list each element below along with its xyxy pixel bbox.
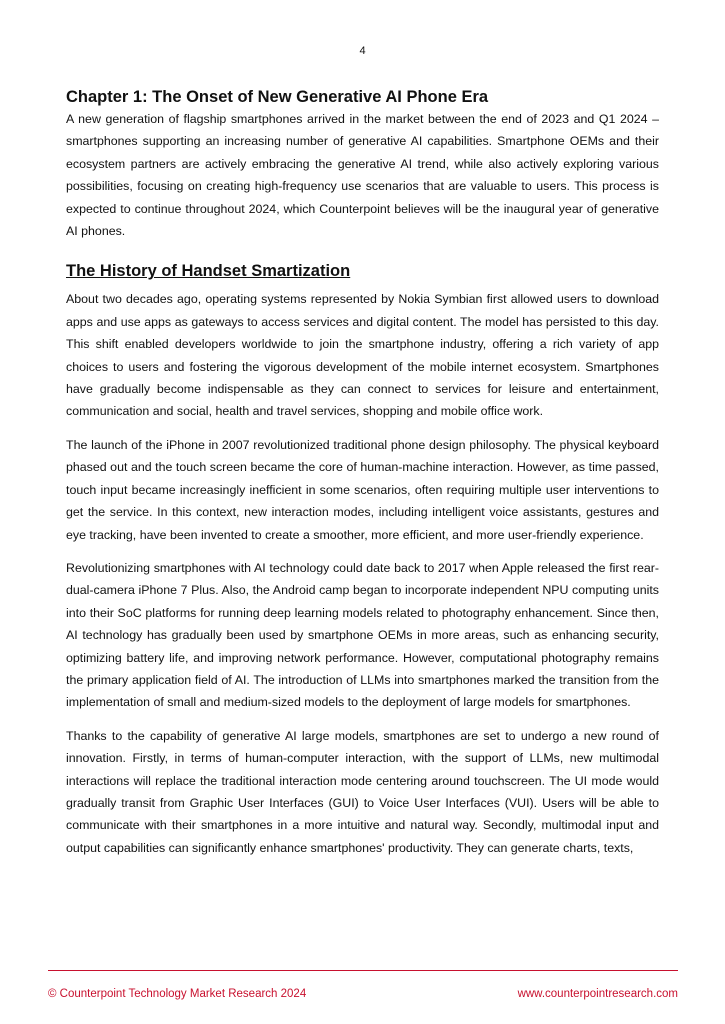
- section-title: The History of Handset Smartization: [66, 262, 351, 281]
- body-paragraph: The launch of the iPhone in 2007 revolutionized traditional phone design philosophy. The physical keyboard phased out and the touch screen became the core of human-machine interaction. However, as time passed, touch input became increasingly inefficient in some scenarios, often requiring multiple user interventions to get the service. In this context, new interaction modes, including intelligent voice assistants, gestures and eye tracking, have been invented to create a smoother, more efficient, and more user-friendly experience.: [66, 437, 659, 542]
- document-body: [66, 87, 659, 859]
- footer-divider: [48, 970, 678, 971]
- intro-paragraph: A new generation of flagship smartphones arrived in the market between the end of 2023 and Q1 2024 – smartphones supporting an increasing number of generative AI capabilities. Smartphone OEMs and their ecosystem partners are actively embracing the generative AI trend, while also actively exploring various possibilities, focusing on creating high-frequency use scenarios that are valuable to users. This process is expected to continue throughout 2024, which Counterpoint believes will be the inaugural year of generative AI phones.: [66, 112, 659, 239]
- body-paragraph: About two decades ago, operating systems represented by Nokia Symbian first allowed users to download apps and use apps as gateways to access services and digital content. The model has persisted to this day. This shift enabled developers worldwide to join the smartphone industry, offering a rich variety of app choices to users and fostering the vigorous development of the mobile internet ecosystem. Smartphones have gradually become indispensable as they can connect to services for leisure and entertainment, communication and social, health and travel services, shopping and mobile office work.: [66, 292, 659, 419]
- chapter-title: Chapter 1: The Onset of New Generative AI Phone Era: [66, 88, 489, 106]
- body-paragraph: Thanks to the capability of generative AI large models, smartphones are set to undergo a new round of innovation. Firstly, in terms of human-computer interaction, with the support of LLMs, new multimodal interactions will replace the traditional interaction mode centering around touchscreen. The UI mode would gradually transit from Graphic User Interfaces (GUI) to Voice User Interfaces (VUI). Users will be able to communicate with their smartphones in a more intuitive and natural way. Secondly, multimodal input and output capabilities can significantly enhance smartphones' productivity. They can generate charts, texts,: [66, 728, 659, 855]
- footer-copyright: © Counterpoint Technology Market Research 2024: [48, 988, 307, 1000]
- body-paragraph: Revolutionizing smartphones with AI technology could date back to 2017 when Apple released the first rear-dual-camera iPhone 7 Plus. Also, the Android camp began to incorporate independent NPU computing units into their SoC platforms for running deep learning models related to photography enhancement. Since then, AI technology has gradually been used by smartphone OEMs in more areas, such as enhancing security, optimizing battery life, and improving network performance. However, computational photography remains the primary application field of AI. The introduction of LLMs into smartphones marked the transition from the implementation of small and medium-sized models to the deployment of large models for smartphones.: [66, 560, 659, 710]
- footer-website-link[interactable]: www.counterpointresearch.com: [517, 988, 678, 1000]
- page-number: 4: [359, 45, 366, 57]
